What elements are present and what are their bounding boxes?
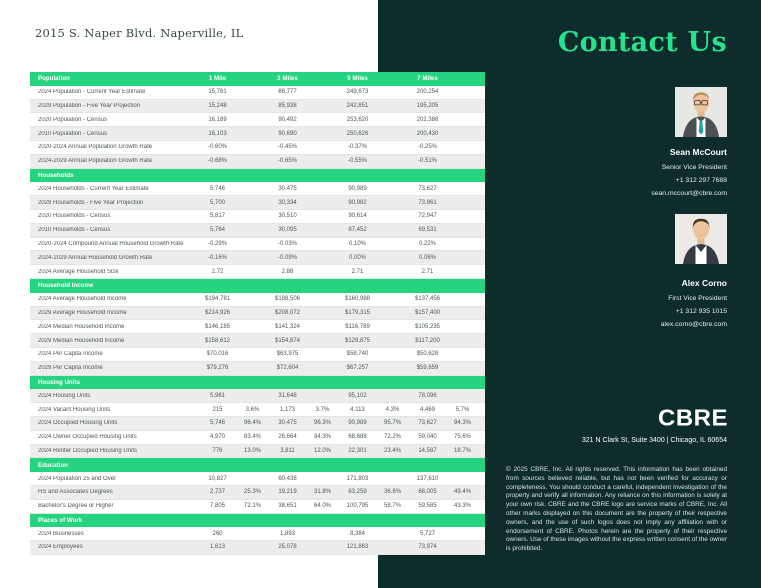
value-cell: 88,777 xyxy=(278,89,297,96)
section-header-row xyxy=(30,458,485,472)
value-cell: 195,205 xyxy=(416,102,439,109)
table-row xyxy=(30,403,485,417)
value-cell: 8,384 xyxy=(349,530,365,537)
section-title: Households xyxy=(38,171,74,179)
value-cell: 202,386 xyxy=(416,116,439,123)
value-cell: -0.25% xyxy=(417,144,437,151)
value-cell: 30,510 xyxy=(278,213,297,220)
value-cell: 30,095 xyxy=(278,227,297,234)
value-cell: 2,737 xyxy=(209,489,225,496)
row-label: 2029 Median Household Income xyxy=(38,337,125,344)
row-label: 2024 Occupied Housing Units xyxy=(38,420,118,427)
value-cell: $105,235 xyxy=(414,323,441,330)
value-cell: -0.60% xyxy=(207,144,227,151)
percent-cell: 96.3% xyxy=(313,420,331,427)
contact-job-title: First Vice President xyxy=(668,295,727,302)
value-cell: $157,400 xyxy=(414,309,441,316)
value-cell: 69,531 xyxy=(418,227,437,234)
row-label: 2024 Owner Occupied Housing Units xyxy=(38,434,137,441)
value-cell: 171,803 xyxy=(346,475,369,482)
percent-cell: 31.8% xyxy=(313,489,331,496)
row-label: 2020 Households - Census xyxy=(38,213,111,220)
percent-cell: 25.3% xyxy=(243,489,261,496)
table-row xyxy=(30,251,485,265)
percent-cell: 84.3% xyxy=(313,434,331,441)
alex-corno-photo xyxy=(675,214,727,264)
value-cell: -0.37% xyxy=(347,144,367,151)
table-row xyxy=(30,86,485,100)
value-cell: $154,874 xyxy=(274,337,301,344)
value-cell: 3,811 xyxy=(280,447,295,454)
value-cell: $137,456 xyxy=(414,296,441,303)
table-row xyxy=(30,541,485,555)
table-row xyxy=(30,307,485,321)
value-cell: 26,664 xyxy=(278,434,297,441)
value-cell: 90,989 xyxy=(348,420,367,427)
value-cell: $208,072 xyxy=(274,309,301,316)
table-row xyxy=(30,224,485,238)
table-row xyxy=(30,348,485,362)
contact-card-sean xyxy=(651,147,727,200)
value-cell: 16,103 xyxy=(208,130,227,137)
percent-cell: 72.1% xyxy=(243,503,261,510)
mile-column-header: 7 Miles xyxy=(417,75,438,83)
table-row xyxy=(30,238,485,252)
section-header-row xyxy=(30,376,485,390)
value-cell: 90,982 xyxy=(348,199,367,206)
row-label: 2024-2029 Annual Household Growth Rate xyxy=(38,254,153,261)
value-cell: 100,795 xyxy=(346,503,369,510)
value-cell: 249,673 xyxy=(346,89,369,96)
value-cell: $158,612 xyxy=(204,337,231,344)
value-cell: $160,988 xyxy=(344,296,371,303)
value-cell: -0.16% xyxy=(207,254,227,261)
value-cell: -0.51% xyxy=(417,158,437,165)
value-cell: 1,173 xyxy=(279,406,295,413)
value-cell: 15,248 xyxy=(208,102,227,109)
sean-mccourt-photo xyxy=(675,87,727,137)
row-label: 2024 Vacant Housing Units xyxy=(38,406,111,413)
table-row xyxy=(30,500,485,514)
value-cell: -0.03% xyxy=(277,240,297,247)
section-header-row xyxy=(30,169,485,183)
value-cell: 5,961 xyxy=(209,392,225,399)
value-cell: 68,688 xyxy=(348,434,367,441)
value-cell: 5,700 xyxy=(209,199,225,206)
section-header-row xyxy=(30,514,485,528)
value-cell: 38,651 xyxy=(278,503,297,510)
row-label: 2024 Employees xyxy=(38,544,83,551)
value-cell: $58,740 xyxy=(346,351,369,358)
row-label: 2024 Households - Current Year Estimate xyxy=(38,185,149,192)
value-cell: -0.65% xyxy=(277,158,297,165)
row-label: 2029 Population - Five Year Projection xyxy=(38,102,141,109)
value-cell: $141,324 xyxy=(274,323,301,330)
copyright-disclaimer: © 2025 CBRE, Inc. All rights reserved. This information has been obtained from sources believed reliable, but has not been verified for accuracy or completeness. You should conduct a careful, independent investigation of the property and verify all information. Any reliance on this information is solely at your own risk. CBRE and the CBRE logo are service marks of CBRE, Inc. All other marks displayed on this document are the property of their respective owners, and the use of such logos does not imply any affiliation with or endorsement of CBRE. Photos herein are the property of their respective owners. Use of these images without the express written consent of the owner is prohibited. xyxy=(506,466,727,553)
section-title: Education xyxy=(38,461,68,469)
value-cell: 0.06% xyxy=(418,254,436,261)
percent-cell: 83.4% xyxy=(243,434,261,441)
table-row xyxy=(30,362,485,376)
value-cell: 5,817 xyxy=(209,213,225,220)
table-row xyxy=(30,445,485,459)
percent-cell: 12.0% xyxy=(313,447,331,454)
contact-name: Sean McCourt xyxy=(669,147,727,157)
section-title: Household Income xyxy=(38,282,94,290)
row-label: 2029 Per Capita Income xyxy=(38,365,103,372)
row-label: 2010 Households - Census xyxy=(38,227,111,234)
table-row xyxy=(30,182,485,196)
value-cell: $129,875 xyxy=(344,337,371,344)
value-cell: 95,102 xyxy=(348,392,367,399)
value-cell: $116,789 xyxy=(345,323,370,330)
value-cell: 30,475 xyxy=(278,420,297,427)
row-label: 2024 Renter Occupied Housing Units xyxy=(38,447,138,454)
contact-us-heading: Contact Us xyxy=(557,27,727,58)
value-cell: 2.71 xyxy=(351,268,364,275)
mile-column-header: 3 Miles xyxy=(277,75,298,83)
value-cell: 31,648 xyxy=(278,392,297,399)
table-row xyxy=(30,486,485,500)
contact-phone-link[interactable]: +1 312 935 1015 xyxy=(675,308,727,315)
table-row xyxy=(30,389,485,403)
percent-cell: 4.3% xyxy=(385,406,400,413)
value-cell: 73,627 xyxy=(418,185,437,192)
value-cell: $194,781 xyxy=(204,296,231,303)
table-row xyxy=(30,127,485,141)
value-cell: 2.71 xyxy=(421,268,434,275)
value-cell: 2.72 xyxy=(211,268,224,275)
value-cell: -0.45% xyxy=(277,144,297,151)
value-cell: 90,690 xyxy=(278,130,297,137)
value-cell: -0.68% xyxy=(207,158,227,165)
contact-phone-link[interactable]: +1 312 297 7688 xyxy=(675,177,727,184)
section-title: Places of Work xyxy=(38,516,83,524)
percent-cell: 36.8% xyxy=(383,489,401,496)
mile-column-header: 5 Miles xyxy=(347,75,368,83)
value-cell: 87,452 xyxy=(348,227,367,234)
value-cell: $188,506 xyxy=(274,296,301,303)
value-cell: 19,219 xyxy=(278,489,297,496)
percent-cell: 13.0% xyxy=(243,447,261,454)
row-label: 2024-2029 Annual Population Growth Rate xyxy=(38,158,153,165)
row-label: 2024 Per Capita Income xyxy=(38,351,103,358)
value-cell: 78,096 xyxy=(418,392,437,399)
percent-cell: 58.7% xyxy=(383,503,401,510)
value-cell: 5,764 xyxy=(209,227,225,234)
table-row xyxy=(30,472,485,486)
value-cell: 4,113 xyxy=(350,406,365,413)
value-cell: 59,040 xyxy=(418,434,437,441)
percent-cell: 64.0% xyxy=(313,503,331,510)
table-row xyxy=(30,210,485,224)
value-cell: 15,781 xyxy=(208,89,227,96)
value-cell: $179,315 xyxy=(344,309,371,316)
value-cell: 2.88 xyxy=(281,268,294,275)
value-cell: $63,975 xyxy=(276,351,299,358)
section-header-row xyxy=(30,72,485,86)
value-cell: 14,587 xyxy=(418,447,437,454)
value-cell: 1,893 xyxy=(279,530,295,537)
row-label: 2024 Population 25 and Over xyxy=(38,475,117,482)
value-cell: 16,189 xyxy=(208,116,227,123)
contact-card-alex xyxy=(661,278,727,331)
value-cell: 137,610 xyxy=(416,475,439,482)
value-cell: -0.29% xyxy=(207,240,227,247)
cbre-logo: CBRE xyxy=(657,405,728,432)
percent-cell: 75.6% xyxy=(453,434,471,441)
value-cell: 63,259 xyxy=(348,489,367,496)
value-cell: $50,628 xyxy=(416,351,439,358)
row-label: 2024 Average Household Income xyxy=(38,296,127,303)
value-cell: 215 xyxy=(212,406,223,413)
table-row xyxy=(30,155,485,169)
contact-email-link[interactable]: sean.mccourt@cbre.com xyxy=(651,190,727,197)
percent-cell: 23.4% xyxy=(383,447,401,454)
table-row xyxy=(30,417,485,431)
value-cell: 60,438 xyxy=(278,475,297,482)
contact-job-title: Senior Vice President xyxy=(661,164,727,171)
value-cell: $79,276 xyxy=(206,365,229,372)
table-row xyxy=(30,265,485,279)
value-cell: 4,970 xyxy=(209,434,225,441)
value-cell: 200,254 xyxy=(416,89,439,96)
table-row xyxy=(30,196,485,210)
value-cell: 121,863 xyxy=(346,544,369,551)
row-label: 2024 Population - Current Year Estimate xyxy=(38,89,146,96)
percent-cell: 5.7% xyxy=(455,406,470,413)
value-cell: 73,974 xyxy=(418,544,437,551)
table-row xyxy=(30,100,485,114)
value-cell: -0.09% xyxy=(277,254,297,261)
value-cell: 253,620 xyxy=(346,116,369,123)
value-cell: 5,746 xyxy=(209,420,225,427)
value-cell: 4,469 xyxy=(419,406,435,413)
percent-cell: 94.3% xyxy=(453,420,471,427)
value-cell: 90,989 xyxy=(348,185,367,192)
value-cell: 73,861 xyxy=(418,199,437,206)
value-cell: 85,938 xyxy=(278,102,297,109)
row-label: 2029 Average Household Income xyxy=(38,309,127,316)
value-cell: 260 xyxy=(212,530,223,537)
percent-cell: 18.7% xyxy=(453,447,471,454)
value-cell: 22,301 xyxy=(348,447,367,454)
value-cell: $117,200 xyxy=(415,337,440,344)
value-cell: 0.10% xyxy=(348,240,366,247)
value-cell: 90,492 xyxy=(278,116,297,123)
section-title: Population xyxy=(38,75,70,83)
value-cell: 68,005 xyxy=(418,489,437,496)
percent-cell: 3.7% xyxy=(315,406,330,413)
table-row xyxy=(30,431,485,445)
row-label: 2010 Population - Census xyxy=(38,130,108,137)
row-label: HS and Associates Degrees xyxy=(38,489,113,496)
value-cell: 0.22% xyxy=(418,240,436,247)
row-label: 2024 Median Household Income xyxy=(38,323,125,330)
percent-cell: 96.4% xyxy=(243,420,261,427)
table-row xyxy=(30,113,485,127)
value-cell: 1,613 xyxy=(209,544,225,551)
value-cell: 242,851 xyxy=(346,102,369,109)
value-cell: 30,334 xyxy=(278,199,297,206)
contact-email-link[interactable]: alex.corno@cbre.com xyxy=(660,321,727,328)
value-cell: 10,827 xyxy=(208,475,227,482)
section-title: Housing Units xyxy=(38,378,80,386)
property-address-title: 2015 S. Naper Blvd. Naperville, IL xyxy=(35,26,244,40)
row-label: 2020 Population - Census xyxy=(38,116,108,123)
table-row xyxy=(30,141,485,155)
percent-cell: 95.7% xyxy=(383,420,401,427)
percent-cell: 49.4% xyxy=(453,489,471,496)
value-cell: $146,185 xyxy=(204,323,231,330)
value-cell: 59,585 xyxy=(418,503,437,510)
value-cell: 72,947 xyxy=(418,213,437,220)
table-row xyxy=(30,293,485,307)
value-cell: 250,626 xyxy=(346,130,369,137)
percent-cell: 72.2% xyxy=(383,434,401,441)
value-cell: 0.00% xyxy=(348,254,366,261)
demographics-table xyxy=(30,72,485,555)
table-row xyxy=(30,334,485,348)
percent-cell: 43.3% xyxy=(453,503,471,510)
value-cell: $70,016 xyxy=(206,351,229,358)
contact-name: Alex Corno xyxy=(681,278,727,288)
value-cell: 25,078 xyxy=(278,544,297,551)
value-cell: $67,257 xyxy=(346,365,369,372)
table-row xyxy=(30,527,485,541)
value-cell: 7,805 xyxy=(209,503,225,510)
value-cell: $214,926 xyxy=(204,309,231,316)
office-address: 321 N Clark St, Suite 3400 | Chicago, IL 60654 xyxy=(581,437,727,444)
value-cell: 90,614 xyxy=(348,213,367,220)
value-cell: $72,604 xyxy=(276,365,299,372)
row-label: 2024 Businesses xyxy=(38,530,84,537)
value-cell: 5,727 xyxy=(419,530,435,537)
section-header-row xyxy=(30,279,485,293)
row-label: Bachelor's Degree or Higher xyxy=(38,503,114,510)
row-label: 2020-2024 Annual Population Growth Rate xyxy=(38,144,153,151)
row-label: 2024 Average Household Size xyxy=(38,268,119,275)
row-label: 2029 Households - Five Year Projection xyxy=(38,199,144,206)
percent-cell: 3.6% xyxy=(245,406,260,413)
value-cell: 776 xyxy=(212,447,223,454)
row-label: 2020-2024 Compound Annual Household Growth Rate xyxy=(38,240,184,247)
value-cell: 73,627 xyxy=(418,420,437,427)
value-cell: 5,746 xyxy=(209,185,225,192)
mile-column-header: 1 Mile xyxy=(208,75,227,83)
value-cell: 200,430 xyxy=(416,130,439,137)
table-row xyxy=(30,320,485,334)
value-cell: 30,475 xyxy=(278,185,297,192)
value-cell: -0.55% xyxy=(347,158,367,165)
row-label: 2024 Housing Units xyxy=(38,392,91,399)
value-cell: $59,659 xyxy=(416,365,439,372)
